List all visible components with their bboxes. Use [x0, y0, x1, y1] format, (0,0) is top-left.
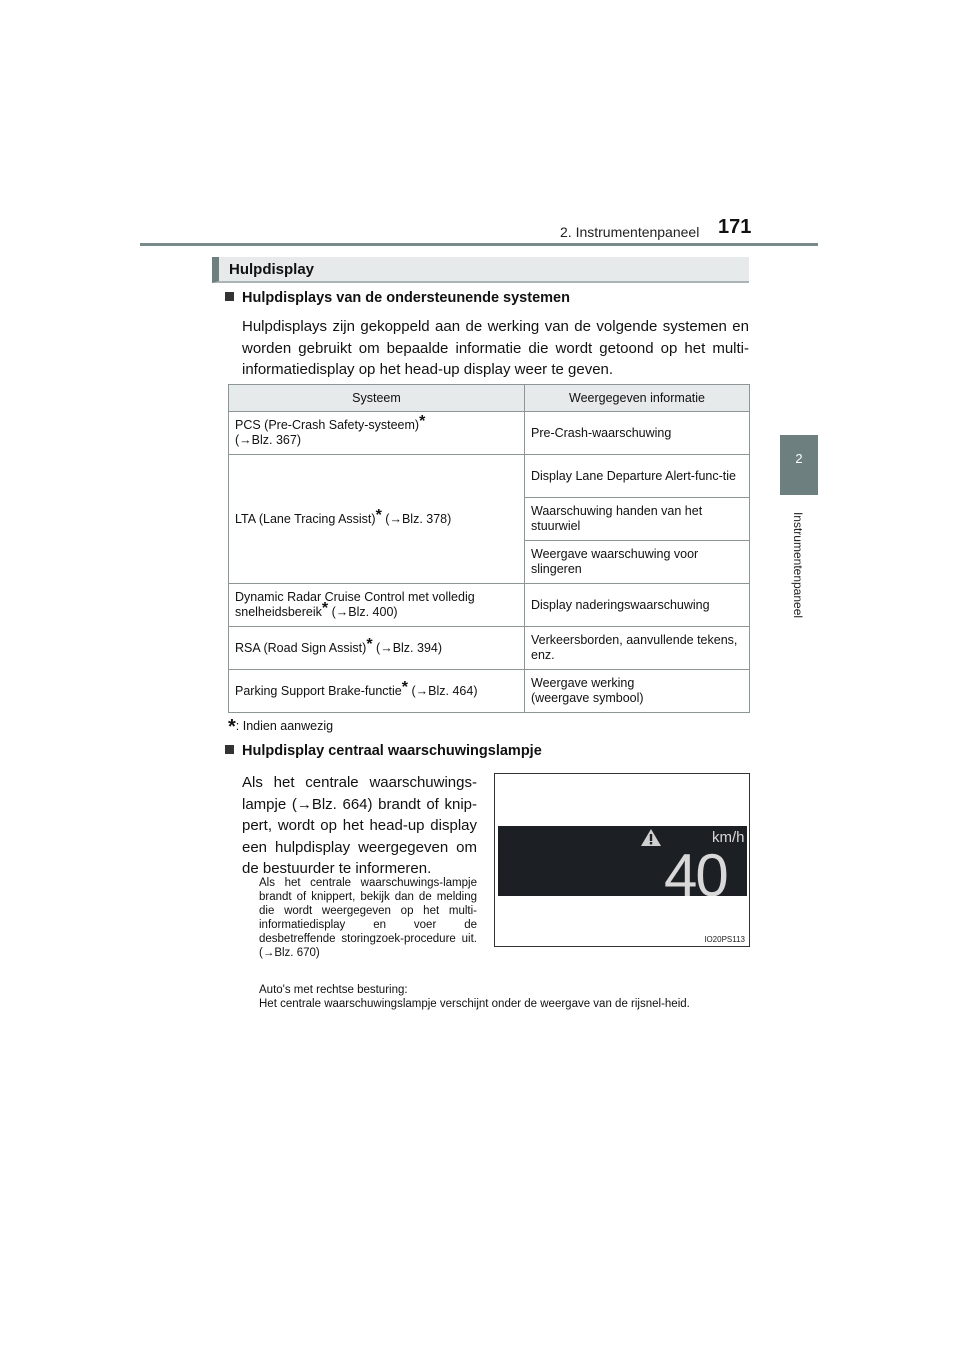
- table-header-system: Systeem: [229, 385, 525, 412]
- table-cell-info: Weergave werking (weergave symbool): [525, 670, 750, 713]
- side-tab-number: 2: [795, 451, 803, 466]
- note-rhd-body: Het centrale waarschuwingslampje verschijnt onder de weergave van de rijsnel-heid.: [259, 998, 690, 1010]
- footnote: [228, 716, 333, 739]
- footnote-star: *: [228, 716, 236, 738]
- side-chapter-label-text: Instrumentenpaneel: [791, 511, 805, 619]
- table-cell-info: Display naderingswaarschuwing: [525, 584, 750, 627]
- square-bullet-icon: [225, 745, 234, 754]
- note-rhd: [259, 983, 751, 1011]
- hud-figure: [494, 773, 750, 947]
- table-cell-system: PCS (Pre-Crash Safety-systeem)* (→Blz. 367): [229, 412, 525, 455]
- section-heading: [212, 257, 749, 283]
- table-row: [229, 670, 750, 713]
- speed-unit: km/h: [712, 829, 745, 846]
- side-chapter-label: [782, 505, 814, 625]
- subsection-heading-2: [225, 743, 542, 759]
- subsection-body-1: Hulpdisplays zijn gekoppeld aan de werking van de volgende systemen en worden gebruikt om bepaalde informatie die wordt getoond op het multi-informatiedisplay op het head-up display weer te geven.: [242, 318, 749, 378]
- subsection-heading-1: [225, 290, 570, 306]
- table-cell-info: Pre-Crash-waarschuwing: [525, 412, 750, 455]
- table-cell-system: RSA (Road Sign Assist)* (→Blz. 394): [229, 627, 525, 670]
- table-row: [229, 455, 750, 498]
- chapter-title: 2. Instrumentenpaneel: [560, 224, 700, 240]
- subsection-heading-2-text: Hulpdisplay centraal waarschuwingslampje: [242, 743, 542, 759]
- table-cell-system: Dynamic Radar Cruise Control met volledig snelheidsbereik* (→Blz. 400): [229, 584, 525, 627]
- table-cell-info: Waarschuwing handen van het stuurwiel: [525, 498, 750, 541]
- table-header-row: [229, 385, 750, 412]
- table-cell-info: Weergave waarschuwing voor slingeren: [525, 541, 750, 584]
- note-text: Als het centrale waarschuwings-lampje brandt of knippert, bekijk dan de melding die wordt weergegeven op het multi-informatiedisplay en voer de desbetreffende storingzoek-procedure uit. (→Blz. 670): [259, 877, 477, 959]
- subsection-heading-1-text: Hulpdisplays van de ondersteunende systemen: [242, 290, 570, 306]
- square-bullet-icon: [225, 292, 234, 301]
- warning-triangle-icon: [641, 829, 661, 846]
- header-rule: [140, 243, 818, 246]
- hud-svg: [498, 826, 747, 896]
- side-tab: [780, 435, 818, 495]
- section-heading-text: Hulpdisplay: [229, 261, 315, 278]
- table-cell-system: LTA (Lane Tracing Assist)* (→Blz. 378): [229, 455, 525, 584]
- footnote-text: : Indien aanwezig: [235, 719, 334, 733]
- table-row: [229, 412, 750, 455]
- table-header-info: Weergegeven informatie: [525, 385, 750, 412]
- speed-value: 40: [664, 842, 727, 896]
- table-row: [229, 627, 750, 670]
- hud-display: [498, 826, 747, 896]
- note-rhd-title: Auto's met rechtse besturing:: [259, 984, 408, 996]
- table-cell-info: Verkeersborden, aanvullende tekens, enz.: [525, 627, 750, 670]
- subsection-body-2: Als het centrale waarschuwings-lampje (→Blz. 664) brandt of knip-pert, wordt op het head-up display een hulpdisplay weergegeven om de bestuurder te informeren.: [242, 774, 477, 877]
- table-cell-system: Parking Support Brake-functie* (→Blz. 464): [229, 670, 525, 713]
- table-row: [229, 584, 750, 627]
- page-number: 171: [718, 216, 752, 238]
- figure-code: IO20PS113: [704, 935, 745, 944]
- table-cell-info: Display Lane Departure Alert-func-tie: [525, 455, 750, 498]
- info-table: [228, 384, 750, 713]
